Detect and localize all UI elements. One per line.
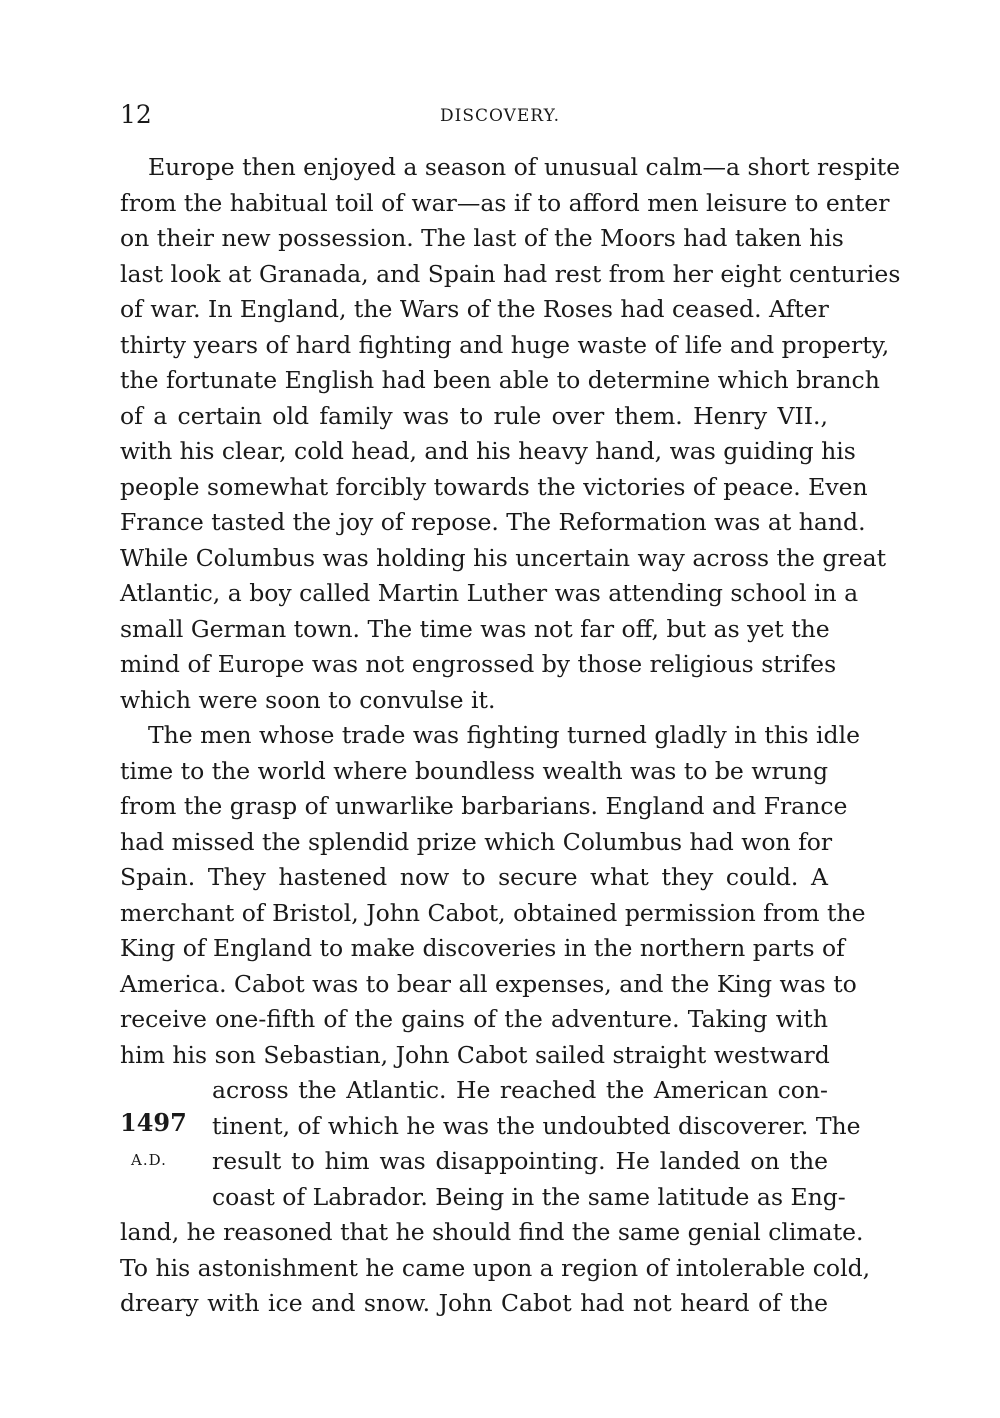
text-line: King of England to make discoveries in the northern parts of [120, 934, 845, 962]
text-line: small German town. The time was not far off, but as yet the [120, 614, 830, 643]
text-line: mind of Europe was not engrossed by those religious strifes [120, 650, 837, 678]
text-line: the fortunate English had been able to determine which branch [120, 366, 880, 394]
text-line: Spain. They hastened now to secure what they could. A [120, 863, 828, 891]
text-line: Europe then enjoyed a season of unusual calm—a short respite [148, 153, 901, 181]
text-line: across the Atlantic. He reached the American con- [212, 1076, 828, 1104]
running-title: DISCOVERY. [439, 106, 561, 126]
text-line: which were soon to convulse it. [120, 685, 496, 714]
text-line: result to him was disappointing. He landed on the [212, 1147, 828, 1175]
text-line: tinent, of which he was the undoubted discoverer. The [212, 1111, 861, 1140]
text-line: with his clear, cold head, and his heavy hand, was guiding his [120, 437, 856, 465]
page-number: 12 [120, 100, 152, 129]
text-line: from the habitual toil of war—as if to afford men leisure to enter [120, 188, 890, 217]
text-line: of a certain old family was to rule over them. Henry VII., [120, 401, 828, 430]
text-line: The men whose trade was fighting turned gladly in this idle [148, 721, 861, 749]
text-line: time to the world where boundless wealth was to be wrung [120, 756, 828, 785]
text-line: merchant of Bristol, John Cabot, obtained permission from the [120, 898, 866, 927]
text-line: Atlantic, a boy called Martin Luther was attending school in a [120, 579, 859, 607]
text-line: coast of Labrador. Being in the same latitude as Eng- [212, 1182, 846, 1211]
text-line: from the grasp of unwarlike barbarians. England and France [120, 792, 848, 820]
text-line: While Columbus was holding his uncertain way across the great [120, 543, 887, 572]
marginal-era: A.D. [131, 1151, 167, 1169]
text-line: France tasted the joy of repose. The Reformation was at hand. [120, 508, 866, 536]
marginal-year: 1497 [120, 1108, 187, 1137]
text-line: had missed the splendid prize which Columbus had won for [120, 827, 833, 856]
text-line: To his astonishment he came upon a region of intolerable cold, [120, 1253, 871, 1282]
text-line: last look at Granada, and Spain had rest from her eight centuries [120, 259, 901, 288]
text-line: of war. In England, the Wars of the Roses had ceased. After [120, 295, 829, 323]
text-line: receive one-fifth of the gains of the adventure. Taking with [120, 1005, 828, 1033]
text-line: land, he reasoned that he should find the same genial climate. [120, 1218, 864, 1246]
text-line: America. Cabot was to bear all expenses, and the King was to [120, 969, 857, 998]
text-line: on their new possession. The last of the Moors had taken his [120, 224, 844, 252]
text-line: dreary with ice and snow. John Cabot had not heard of the [120, 1289, 828, 1317]
text-line: thirty years of hard fighting and huge waste of life and property, [120, 330, 890, 359]
text-line: people somewhat forcibly towards the victories of peace. Even [120, 472, 868, 501]
text-line: him his son Sebastian, John Cabot sailed straight westward [120, 1040, 830, 1069]
